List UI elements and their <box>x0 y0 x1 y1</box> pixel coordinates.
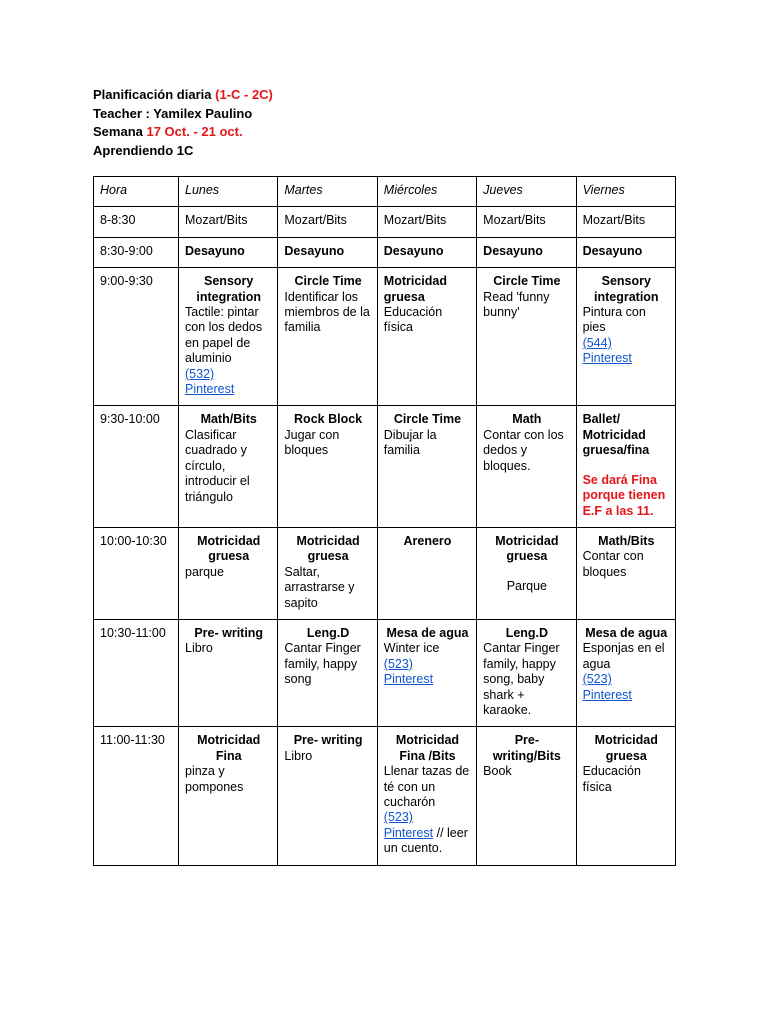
time-cell: 10:30-11:00 <box>94 619 179 726</box>
activity-title: Desayuno <box>582 243 643 258</box>
schedule-table <box>93 176 676 866</box>
activity-description: Libro <box>185 641 213 656</box>
activity-title: Motricidad gruesa <box>197 533 261 564</box>
activity-cell <box>576 527 675 619</box>
activity-title: Math/Bits <box>200 412 257 427</box>
table-header-row <box>94 177 676 207</box>
pinterest-link[interactable]: Pinterest <box>185 382 235 397</box>
activity-title: Motricidad gruesa <box>383 274 447 304</box>
plan-title <box>93 86 273 105</box>
activity-cell <box>278 406 377 527</box>
time-cell: 9:30-10:00 <box>94 406 179 527</box>
activity-cell <box>179 237 278 267</box>
activity-cell: Mozart/Bits <box>576 207 675 237</box>
time-cell: 10:00-10:30 <box>94 527 179 619</box>
activity-cell <box>278 268 377 406</box>
activity-title: Math/Bits <box>598 533 655 548</box>
table-row <box>94 406 676 527</box>
table-row <box>94 237 676 267</box>
activity-cell <box>278 527 377 619</box>
activity-description: Contar con los dedos y bloques. <box>483 427 564 473</box>
activity-title: Arenero <box>403 533 452 548</box>
table-row <box>94 619 676 726</box>
activity-description: Cantar Finger family, happy song <box>284 641 361 687</box>
activity-description: Educación física <box>582 764 641 794</box>
activity-cell <box>576 727 675 865</box>
activity-title: Rock Block <box>294 412 363 427</box>
pinterest-link[interactable]: Pinterest <box>383 825 434 840</box>
activity-description: Identificar los miembros de la familia <box>284 289 370 335</box>
activity-description: Cantar Finger family, happy song, baby shark + karaoke. <box>483 641 560 717</box>
activity-extra: // leer un cuento. <box>383 825 468 856</box>
activity-description: Esponjas en el agua <box>582 641 665 671</box>
activity-description: Jugar con bloques <box>284 427 340 458</box>
activity-cell: Mozart/Bits <box>278 207 377 237</box>
activity-title: Circle Time <box>294 274 362 289</box>
time-cell: 9:00-9:30 <box>94 268 179 406</box>
table-row <box>94 727 676 865</box>
activity-cell <box>179 527 278 619</box>
activity-title: Motricidad gruesa <box>594 733 658 763</box>
activity-title: Circle Time <box>393 412 462 427</box>
activity-cell <box>377 619 476 726</box>
activity-cell <box>179 406 278 527</box>
activity-description: Read 'funny bunny' <box>483 289 550 320</box>
activity-cell <box>179 268 278 406</box>
time-cell: 8-8:30 <box>94 207 179 237</box>
pinterest-ref-link[interactable]: (523) <box>383 656 413 671</box>
activity-description: parque <box>185 564 224 579</box>
activity-cell <box>278 727 377 865</box>
activity-description: Tactile: pintar con los dedos en papel de aluminio <box>185 305 263 366</box>
table-row <box>94 268 676 406</box>
pinterest-ref-link[interactable]: (544) <box>582 335 612 350</box>
column-header-viernes: Viernes <box>576 177 675 207</box>
activity-cell: Mozart/Bits <box>377 207 476 237</box>
activity-cell: Mozart/Bits <box>477 207 576 237</box>
activity-title: Pre- writing/Bits <box>492 733 561 763</box>
activity-description: Winter ice <box>383 641 440 656</box>
activity-title: Sensory integration <box>196 274 261 304</box>
activity-description: Educación física <box>383 305 443 335</box>
activity-title: Leng.D <box>306 625 350 640</box>
activity-cell: Mozart/Bits <box>179 207 278 237</box>
activity-title: Motricidad Fina <box>197 733 261 763</box>
column-header-martes: Martes <box>278 177 377 207</box>
activity-title: Motricidad Fina /Bits <box>395 733 460 763</box>
activity-cell <box>477 619 576 726</box>
activity-title: Pre- writing <box>194 625 264 640</box>
pinterest-line <box>384 826 471 857</box>
activity-description: Llenar tazas de té con un cucharón <box>383 764 470 809</box>
learning-line: Aprendiendo 1C <box>93 142 194 158</box>
column-header-hora: Hora <box>94 177 179 207</box>
activity-cell <box>377 406 476 527</box>
column-header-lunes: Lunes <box>179 177 278 207</box>
activity-cell <box>377 727 476 865</box>
plan-title-label: Planificación diaria <box>93 87 216 102</box>
activity-title: Circle Time <box>493 274 561 289</box>
activity-description: Pintura con pies <box>582 305 646 335</box>
activity-cell <box>477 727 576 865</box>
column-header-jueves: Jueves <box>477 177 576 207</box>
activity-cell <box>477 527 576 619</box>
activity-cell <box>576 406 675 527</box>
activity-cell <box>179 619 278 726</box>
activity-description: pinza y pompones <box>185 764 244 794</box>
activity-description: Clasificar cuadrado y círculo, introducir el triángulo <box>185 427 250 504</box>
activity-title: Mesa de agua <box>386 625 469 640</box>
activity-title: Math <box>512 412 542 427</box>
activity-cell <box>576 268 675 406</box>
pinterest-link[interactable]: Pinterest <box>582 351 632 366</box>
pinterest-ref-link[interactable]: (523) <box>582 672 612 687</box>
activity-cell <box>477 268 576 406</box>
activity-cell <box>179 727 278 865</box>
teacher-line: Teacher : Yamilex Paulino <box>93 105 253 121</box>
activity-cell <box>477 237 576 267</box>
pinterest-link[interactable]: Pinterest <box>383 672 434 687</box>
time-cell: 8:30-9:00 <box>94 237 179 267</box>
activity-title: Motricidad gruesa <box>296 533 360 564</box>
table-row <box>94 527 676 619</box>
activity-cell <box>576 619 675 726</box>
week-label: Semana <box>93 124 147 139</box>
activity-title: Desayuno <box>185 243 245 258</box>
table-row <box>94 207 676 237</box>
activity-cell <box>278 237 377 267</box>
activity-cell <box>377 527 476 619</box>
activity-title: Desayuno <box>483 243 543 258</box>
activity-description: Parque <box>506 578 548 593</box>
activity-title: Leng.D <box>505 625 549 640</box>
activity-description: Saltar, arrastrarse y sapito <box>284 564 355 610</box>
document-header <box>93 86 273 160</box>
activity-description: Contar con bloques <box>582 549 644 579</box>
activity-cell <box>377 237 476 267</box>
activity-cell <box>377 268 476 406</box>
activity-title: Ballet/ Motricidad gruesa/fina <box>582 412 650 458</box>
pinterest-ref-link[interactable]: (532) <box>185 366 215 381</box>
activity-title: Mesa de agua <box>585 625 668 640</box>
activity-title: Desayuno <box>383 243 444 258</box>
column-header-miercoles: Miércoles <box>377 177 476 207</box>
activity-cell <box>278 619 377 726</box>
activity-cell <box>576 237 675 267</box>
activity-title: Desayuno <box>284 243 345 258</box>
pinterest-link[interactable]: Pinterest <box>582 687 632 702</box>
activity-title: Sensory integration <box>593 274 659 304</box>
time-cell: 11:00-11:30 <box>94 727 179 865</box>
activity-description: Dibujar la familia <box>383 427 437 458</box>
groups-label: (1-C - 2C) <box>215 87 273 102</box>
week-dates: 17 Oct. - 21 oct. <box>146 124 243 139</box>
schedule-note: Se dará Fina porque tienen E.F a las 11. <box>582 472 666 518</box>
activity-title: Pre- writing <box>293 733 363 748</box>
week-line <box>93 123 273 142</box>
activity-title: Motricidad gruesa <box>495 533 559 564</box>
pinterest-ref-link[interactable]: (523) <box>383 810 413 825</box>
activity-cell <box>477 406 576 527</box>
activity-description: Book <box>483 764 512 779</box>
activity-description: Libro <box>284 748 313 763</box>
